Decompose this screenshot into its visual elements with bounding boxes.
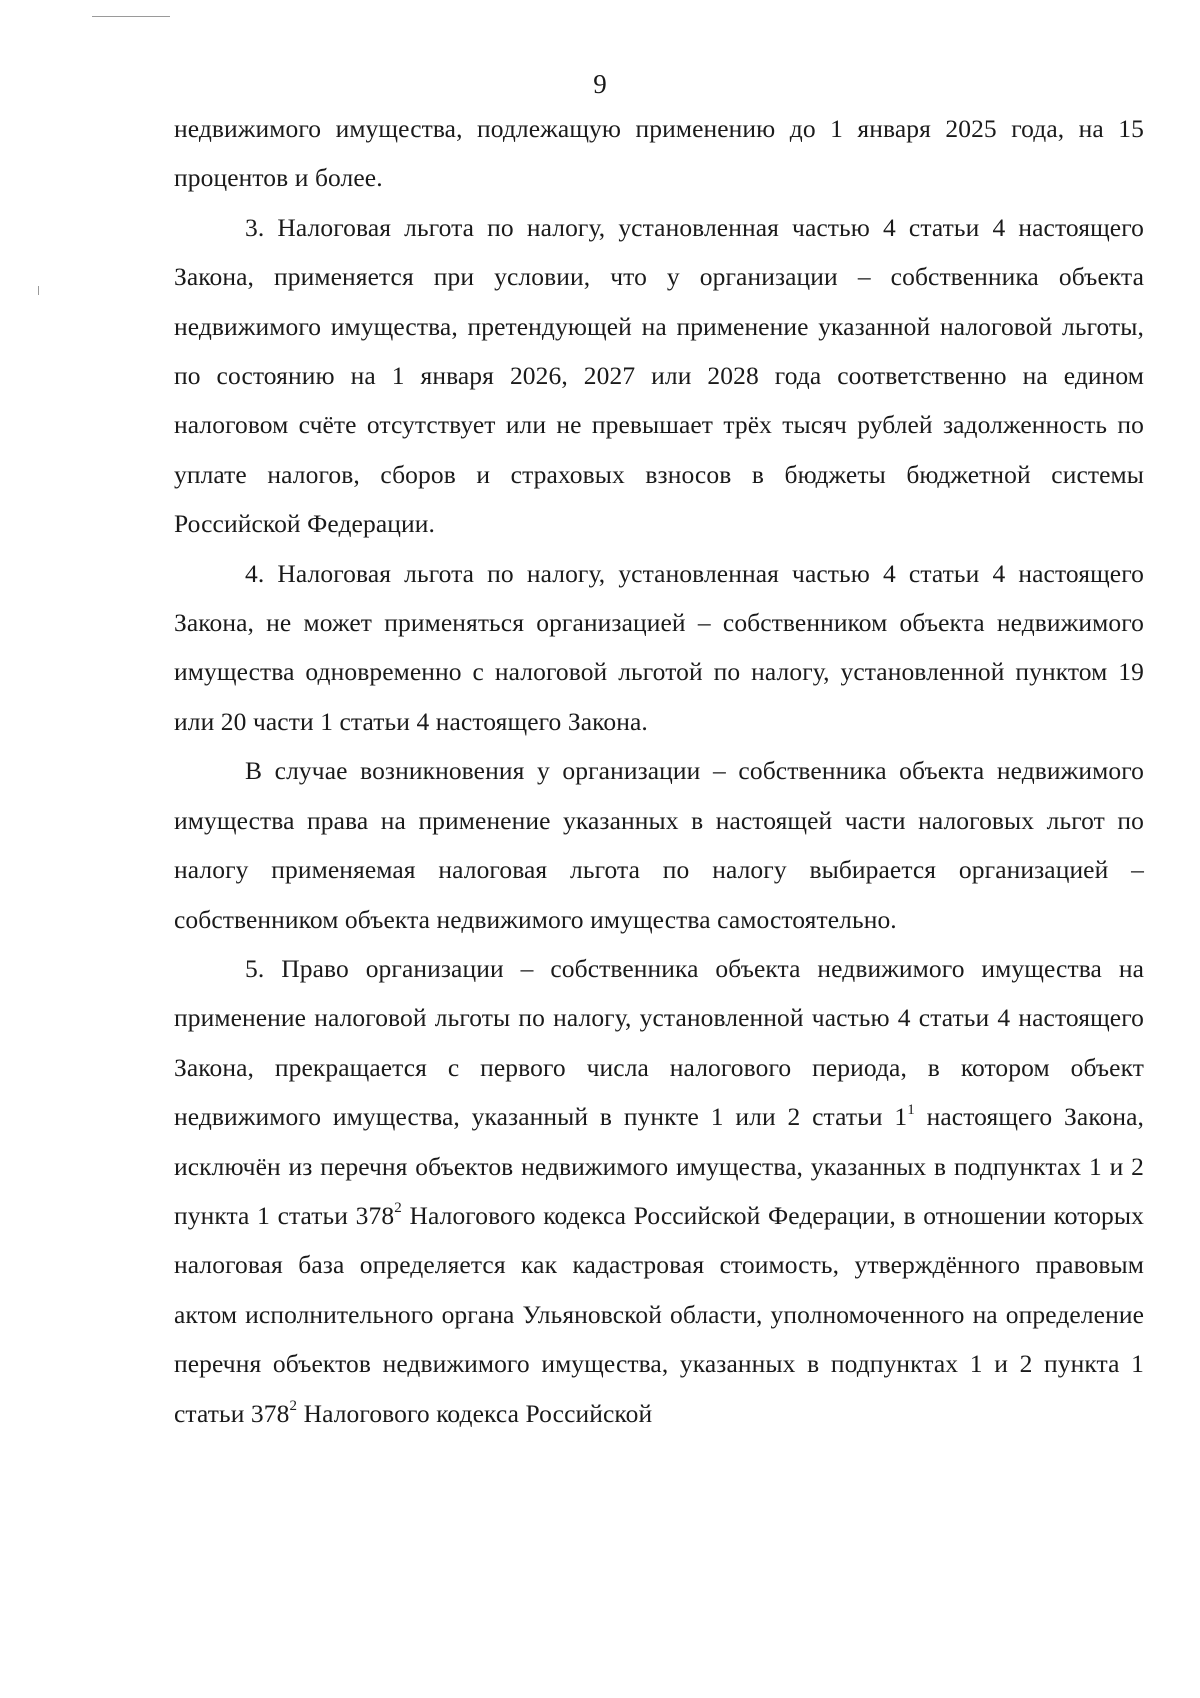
scan-artifact-top	[92, 16, 170, 17]
superscript-3: 2	[289, 1398, 298, 1415]
document-text	[174, 104, 1144, 1438]
paragraph-item-5-text-2: настоящего Закона, исключён из перечня объектов недвижимого имущества, указанных в подпунктах 1 и 2 пункта 1 статьи 378	[174, 1102, 1145, 1230]
superscript-2: 2	[394, 1200, 402, 1217]
paragraph-item-4: 4. Налоговая льгота по налогу, установленная частью 4 статьи 4 настоящего Закона, не может применяться организацией – собственником объекта недвижимого имущества одновременно с налоговой льготой по налогу, установленной пунктом 19 или 20 части 1 статьи 4 настоящего Закона.	[174, 558, 1144, 736]
paragraph-item-5-text-4: Налогового кодекса Российской	[297, 1398, 653, 1428]
superscript-1: 1	[907, 1101, 915, 1118]
paragraph-item-4-continuation: В случае возникновения у организации – собственника объекта недвижимого имущества права на применение указанных в настоящей части налоговых льгот по налогу применяемая налоговая льгота по налогу выбирается организацией – собственником объекта недвижимого имущества самостоятельно.	[174, 756, 1144, 934]
paragraph-item-5-text-1: 5. Право организации – собственника объекта недвижимого имущества на применение налоговой льготы по налогу, установленной частью 4 статьи 4 настоящего Закона, прекращается с первого числа налогового периода, в котором объект недвижимого имущества, указанный в пункте 1 или 2 статьи 1	[174, 953, 1144, 1132]
scan-artifact-left	[38, 286, 39, 295]
page-number: 9	[593, 69, 607, 99]
paragraph-item-5-text-3: Налогового кодекса Российской Федерации, в отношении которых налоговая база определяется как кадастровая стоимость, утверждённого правовым актом исполнительного органа Ульяновской области, уполномоченного на определение перечня объектов недвижимого имущества, указанных в подпунктах 1 и 2 пункта 1 статьи 378	[174, 1200, 1144, 1428]
paragraph-item-3: 3. Налоговая льгота по налогу, установленная частью 4 статьи 4 настоящего Закона, применяется при условии, что у организации – собственника объекта недвижимого имущества, претендующей на применение указанной налоговой льготы, по состоянию на 1 января 2026, 2027 или 2028 года соответственно на едином налоговом счёте отсутствует или не превышает трёх тысяч рублей задолженность по уплате налогов, сборов и страховых взносов в бюджеты бюджетной системы Российской Федерации.	[174, 212, 1144, 539]
paragraph-item-5	[174, 944, 1144, 1438]
paragraph-continuation: недвижимого имущества, подлежащую применению до 1 января 2025 года, на 15 процентов и более.	[174, 114, 1144, 193]
